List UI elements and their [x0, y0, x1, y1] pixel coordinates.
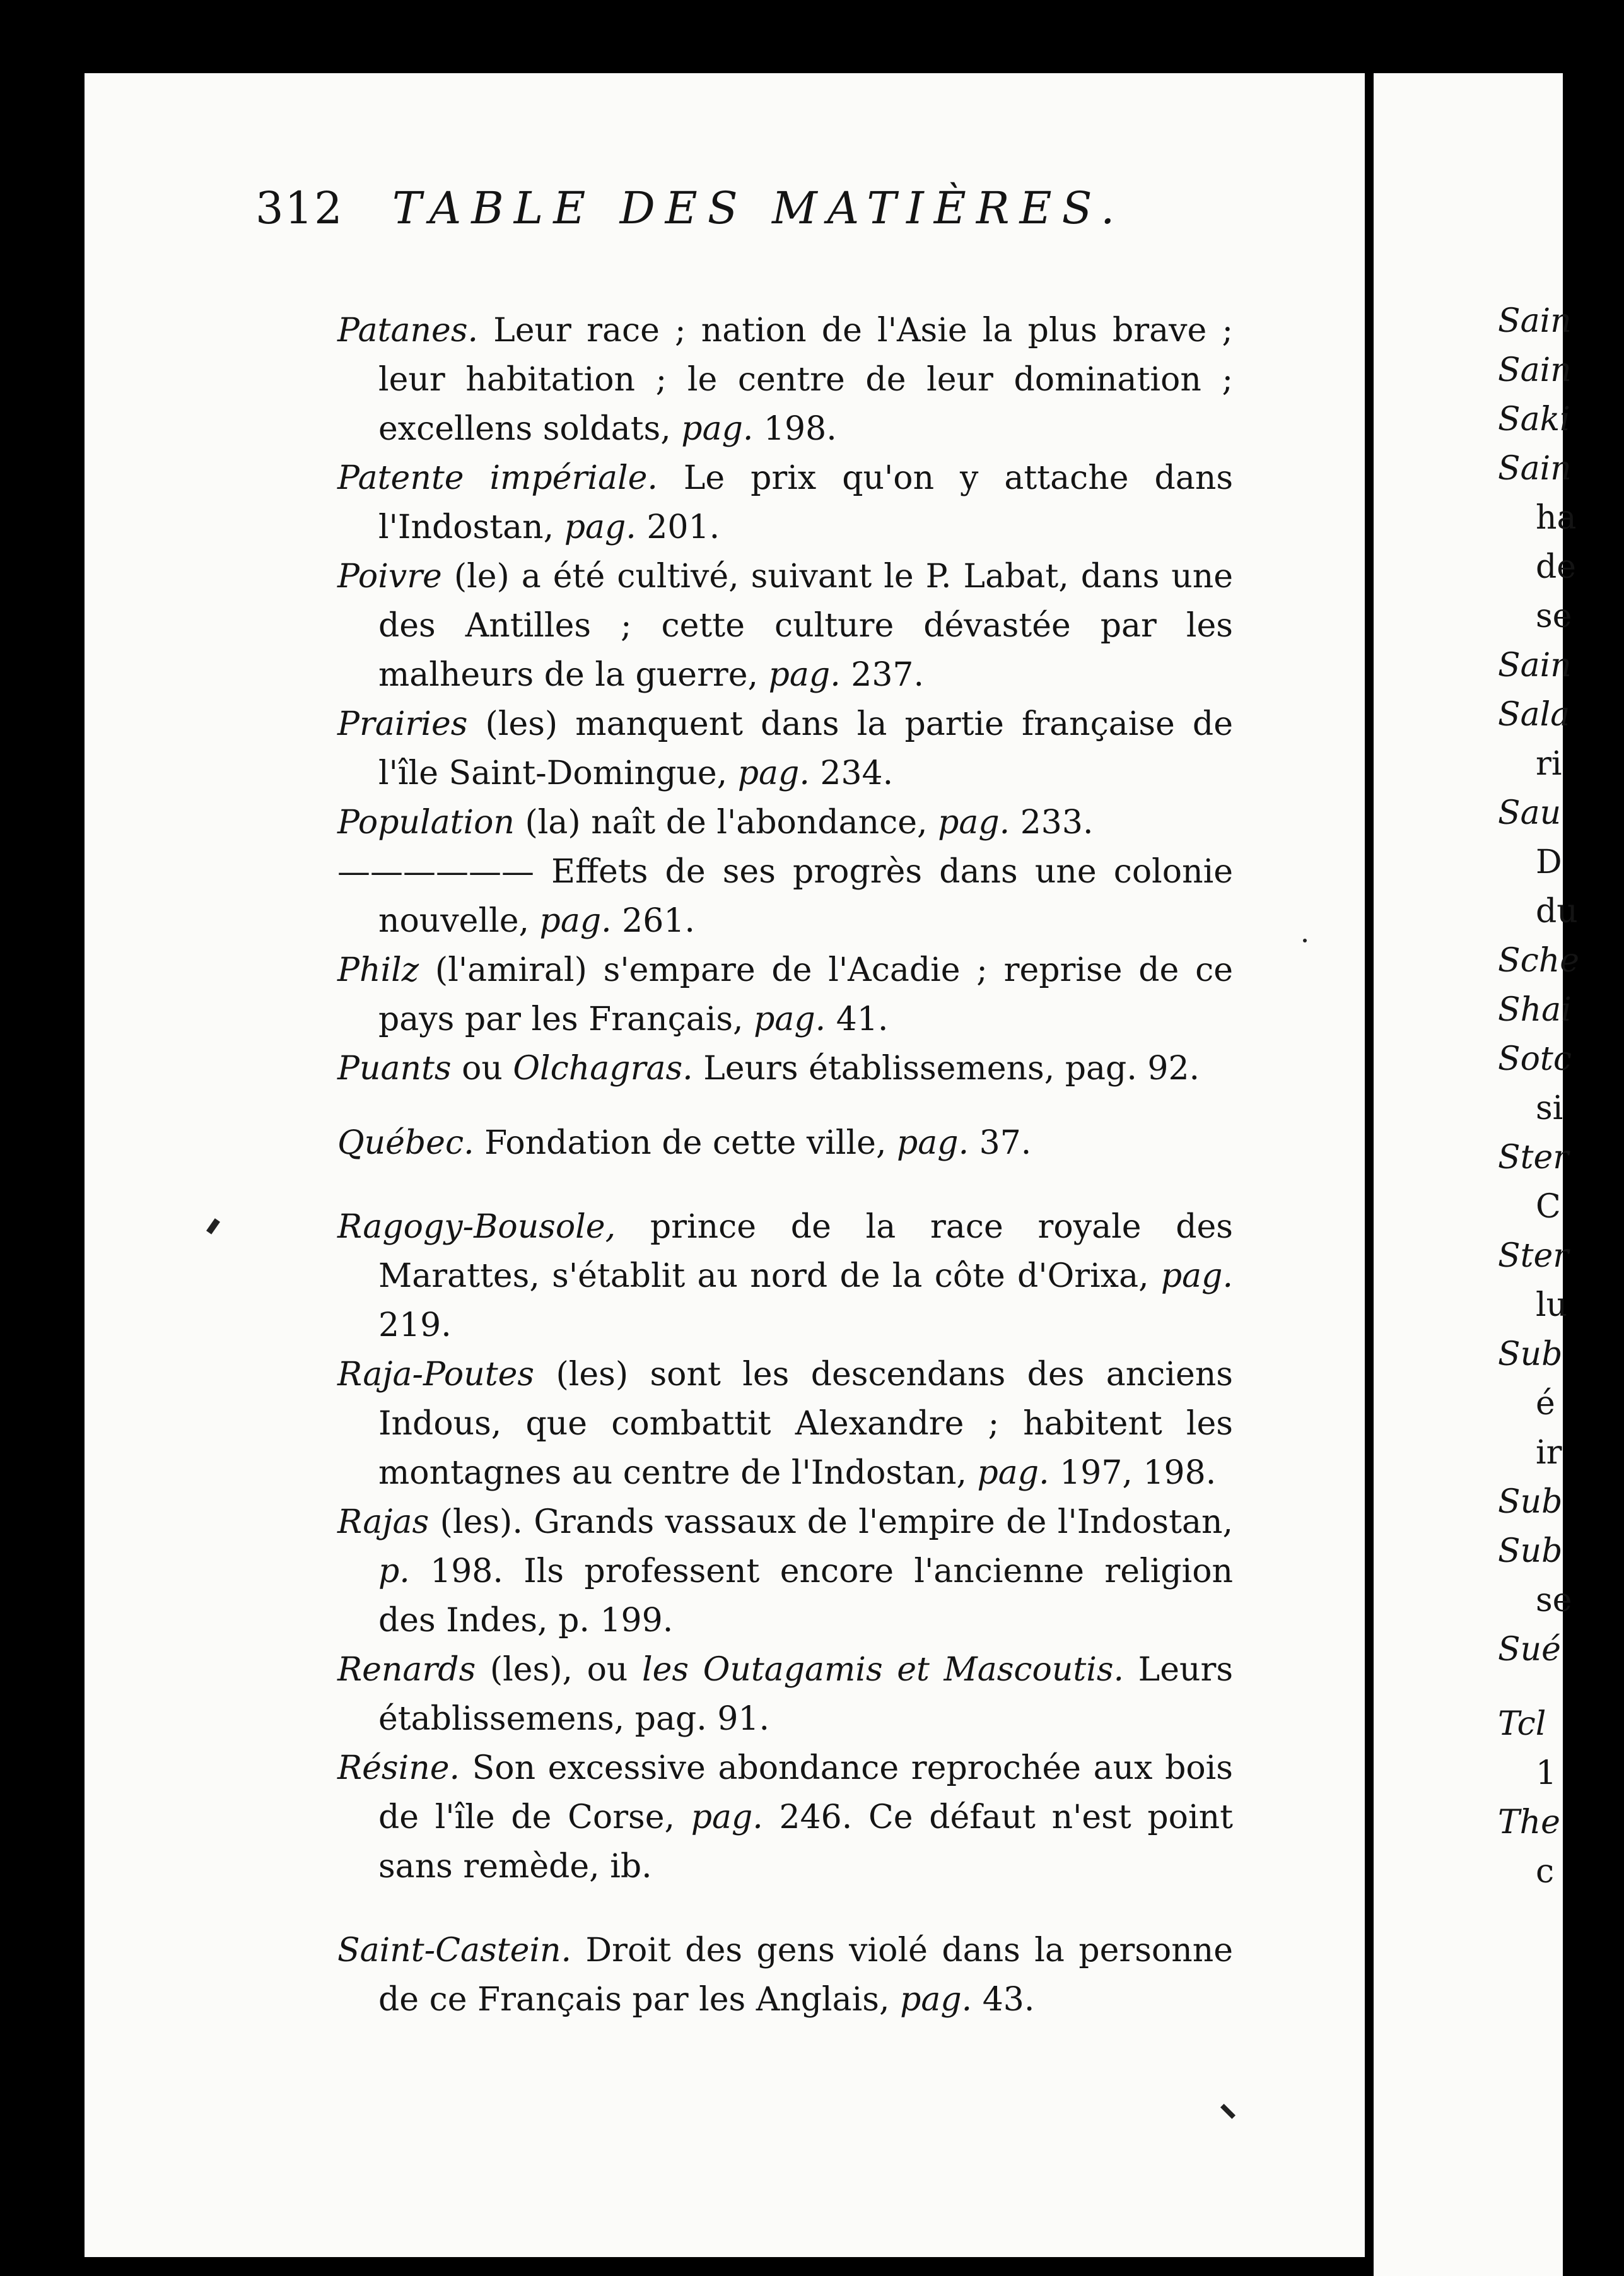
- fragment-line: 1: [1536, 1754, 1557, 1792]
- entry-text: (les). Grands vassaux de l'empire de l'Indostan,: [429, 1503, 1233, 1541]
- entry-headword: Québec.: [337, 1124, 474, 1162]
- entry-text: (les), ou: [476, 1651, 643, 1689]
- fragment-line: Sub: [1498, 1532, 1563, 1570]
- entry-headword: Prairies: [337, 705, 468, 743]
- entry-ref: pag.: [754, 1000, 826, 1038]
- entry-ref: pag.: [564, 508, 636, 546]
- fragment-line: Tcl: [1498, 1705, 1546, 1743]
- entry-headword: Ragogy-Bousole,: [337, 1208, 616, 1246]
- fragment-line: é: [1536, 1385, 1555, 1422]
- fragment-line: Sub: [1498, 1335, 1563, 1373]
- index-entry: [337, 552, 1233, 700]
- entry-headword: Résine.: [337, 1749, 460, 1787]
- page-number: 312: [255, 182, 344, 234]
- fragment-line: Sala: [1498, 696, 1570, 734]
- entry-ref: pag.: [900, 1981, 973, 2019]
- entry-headword: Rajas: [337, 1503, 429, 1541]
- entry-headword: Population: [337, 804, 515, 842]
- index-entry: [337, 1202, 1233, 1350]
- index-entry: [337, 1118, 1233, 1168]
- entry-text: (la) naît de l'abondance,: [514, 804, 938, 842]
- entry-ref: pag.: [681, 410, 754, 448]
- index-entry: [337, 1498, 1233, 1645]
- fragment-line: Sain: [1498, 450, 1572, 488]
- entry-tail: Leurs établissemens, pag. 91.: [378, 1651, 1234, 1738]
- entry-ref: pag.: [539, 902, 612, 940]
- index-entry: [337, 700, 1233, 798]
- fragment-line: Sué: [1498, 1631, 1561, 1669]
- entry-text: Son excessive abondance reprochée aux bois de l'île de Corse,: [378, 1749, 1233, 1836]
- entry-ref: Olchagras.: [513, 1050, 693, 1088]
- entry-headword: Patente impériale.: [337, 459, 658, 497]
- entry-tail: 246. Ce défaut n'est point sans remède, ib.: [378, 1798, 1234, 1886]
- fragment-line: C: [1536, 1188, 1561, 1226]
- fragment-line: ri: [1536, 745, 1562, 783]
- fragment-line: Saki: [1498, 401, 1570, 438]
- fragment-line: de: [1536, 548, 1577, 586]
- fragment-line: ir: [1536, 1434, 1562, 1472]
- entry-tail: 198. Ils professent encore l'ancienne religion des Indes, p. 199.: [378, 1552, 1233, 1640]
- fragment-line: Ster: [1498, 1139, 1569, 1176]
- entry-ref: pag.: [977, 1454, 1049, 1492]
- entry-ref: p.: [378, 1552, 410, 1590]
- entry-headword: Raja-Poutes: [337, 1356, 535, 1393]
- entry-tail: 234.: [809, 754, 894, 792]
- index-entry-continuation: [337, 847, 1233, 946]
- index-entry: [337, 798, 1233, 847]
- fragment-line: Sotc: [1498, 1040, 1572, 1078]
- entry-tail: Leurs établissemens, pag. 92.: [692, 1050, 1200, 1088]
- fragment-line: ha: [1536, 499, 1577, 537]
- entry-headword: Puants: [337, 1050, 452, 1088]
- fragment-line: D: [1536, 843, 1562, 881]
- fragment-line: se: [1536, 597, 1572, 635]
- entry-dash: ——————: [337, 853, 534, 891]
- index-entry: [337, 946, 1233, 1044]
- fragment-line: se: [1536, 1581, 1572, 1619]
- fragment-line: Ster: [1498, 1237, 1569, 1275]
- entry-text: (l'amiral) s'empare de l'Acadie ; reprise de ce pays par les Français,: [378, 951, 1233, 1038]
- fragment-line: Sub: [1498, 1483, 1563, 1521]
- ink-speck: [1303, 939, 1307, 942]
- fragment-line: lu: [1536, 1286, 1568, 1324]
- entry-headword: Poivre: [337, 558, 442, 595]
- entry-text: Effets de ses progrès dans une colonie nouvelle,: [378, 853, 1233, 940]
- entry-ref: pag.: [768, 656, 841, 694]
- entry-tail: 261.: [611, 902, 695, 940]
- facing-page-fragments: [1498, 296, 1624, 1896]
- entry-text: Leur race ; nation de l'Asie la plus brave ; leur habitation ; le centre de leur domination ; excellens soldats,: [378, 312, 1233, 448]
- entry-text: (le) a été cultivé, suivant le P. Labat, dans une des Antilles ; cette culture dévastée par les malheurs de la guerre,: [378, 558, 1233, 694]
- entry-tail: 237.: [840, 656, 925, 694]
- entry-tail: 198.: [753, 410, 837, 448]
- index-entries: [337, 306, 1233, 2024]
- index-entry: [337, 454, 1233, 552]
- index-entry: [337, 306, 1233, 454]
- fragment-line: Sain: [1498, 302, 1572, 340]
- fragment-line: Sau: [1498, 794, 1562, 832]
- entry-tail: 219.: [378, 1306, 452, 1344]
- entry-ref: les Outagamis et Mascoutis.: [642, 1651, 1125, 1689]
- entry-text: ou: [451, 1050, 513, 1088]
- fragment-line: Sche: [1498, 942, 1580, 980]
- entry-headword: Renards: [337, 1651, 476, 1689]
- entry-tail: 233.: [1010, 804, 1094, 842]
- entry-text: (les) manquent dans la partie française de l'île Saint-Domingue,: [378, 705, 1233, 792]
- entry-text: Droit des gens violé dans la personne de ce Français par les Anglais,: [378, 1932, 1233, 2019]
- index-entry: [337, 1926, 1233, 2024]
- fragment-line: Sain: [1498, 351, 1572, 389]
- entry-ref: pag.: [897, 1124, 969, 1162]
- fragment-line: The: [1498, 1804, 1560, 1841]
- page-header: [255, 173, 1359, 243]
- entry-text: Le prix qu'on y attache dans l'Indostan,: [378, 459, 1234, 546]
- entry-tail: 197, 198.: [1049, 1454, 1217, 1492]
- fragment-line: Sain: [1498, 647, 1572, 684]
- entry-text: Fondation de cette ville,: [474, 1124, 897, 1162]
- entry-ref: pag.: [1160, 1257, 1233, 1295]
- fragment-line: du: [1536, 893, 1578, 930]
- entry-text: prince de la race royale des Marattes, s'établit au nord de la côte d'Orixa,: [378, 1208, 1233, 1295]
- entry-tail: 41.: [826, 1000, 889, 1038]
- entry-headword: Saint-Castein.: [337, 1932, 572, 1969]
- entry-headword: Patanes.: [337, 312, 479, 349]
- fragment-line: c: [1536, 1853, 1555, 1891]
- entry-tail: 201.: [636, 508, 720, 546]
- entry-text: (les) sont les descendans des anciens Indous, que combattit Alexandre ; habitent les montagnes au centre de l'Indostan,: [378, 1356, 1233, 1492]
- entry-tail: 37.: [969, 1124, 1032, 1162]
- entry-tail: 43.: [972, 1981, 1035, 2019]
- page-title: TABLE DES MATIÈRES.: [392, 182, 1125, 234]
- fragment-line: Shai: [1498, 991, 1572, 1029]
- index-entry: [337, 1044, 1233, 1093]
- entry-ref: pag.: [737, 754, 810, 792]
- entry-ref: pag.: [938, 804, 1010, 842]
- index-entry: [337, 1645, 1233, 1744]
- index-entry: [337, 1744, 1233, 1891]
- entry-ref: pag.: [691, 1798, 763, 1836]
- entry-headword: Philz: [337, 951, 419, 989]
- index-entry: [337, 1350, 1233, 1498]
- fragment-line: si: [1536, 1089, 1563, 1127]
